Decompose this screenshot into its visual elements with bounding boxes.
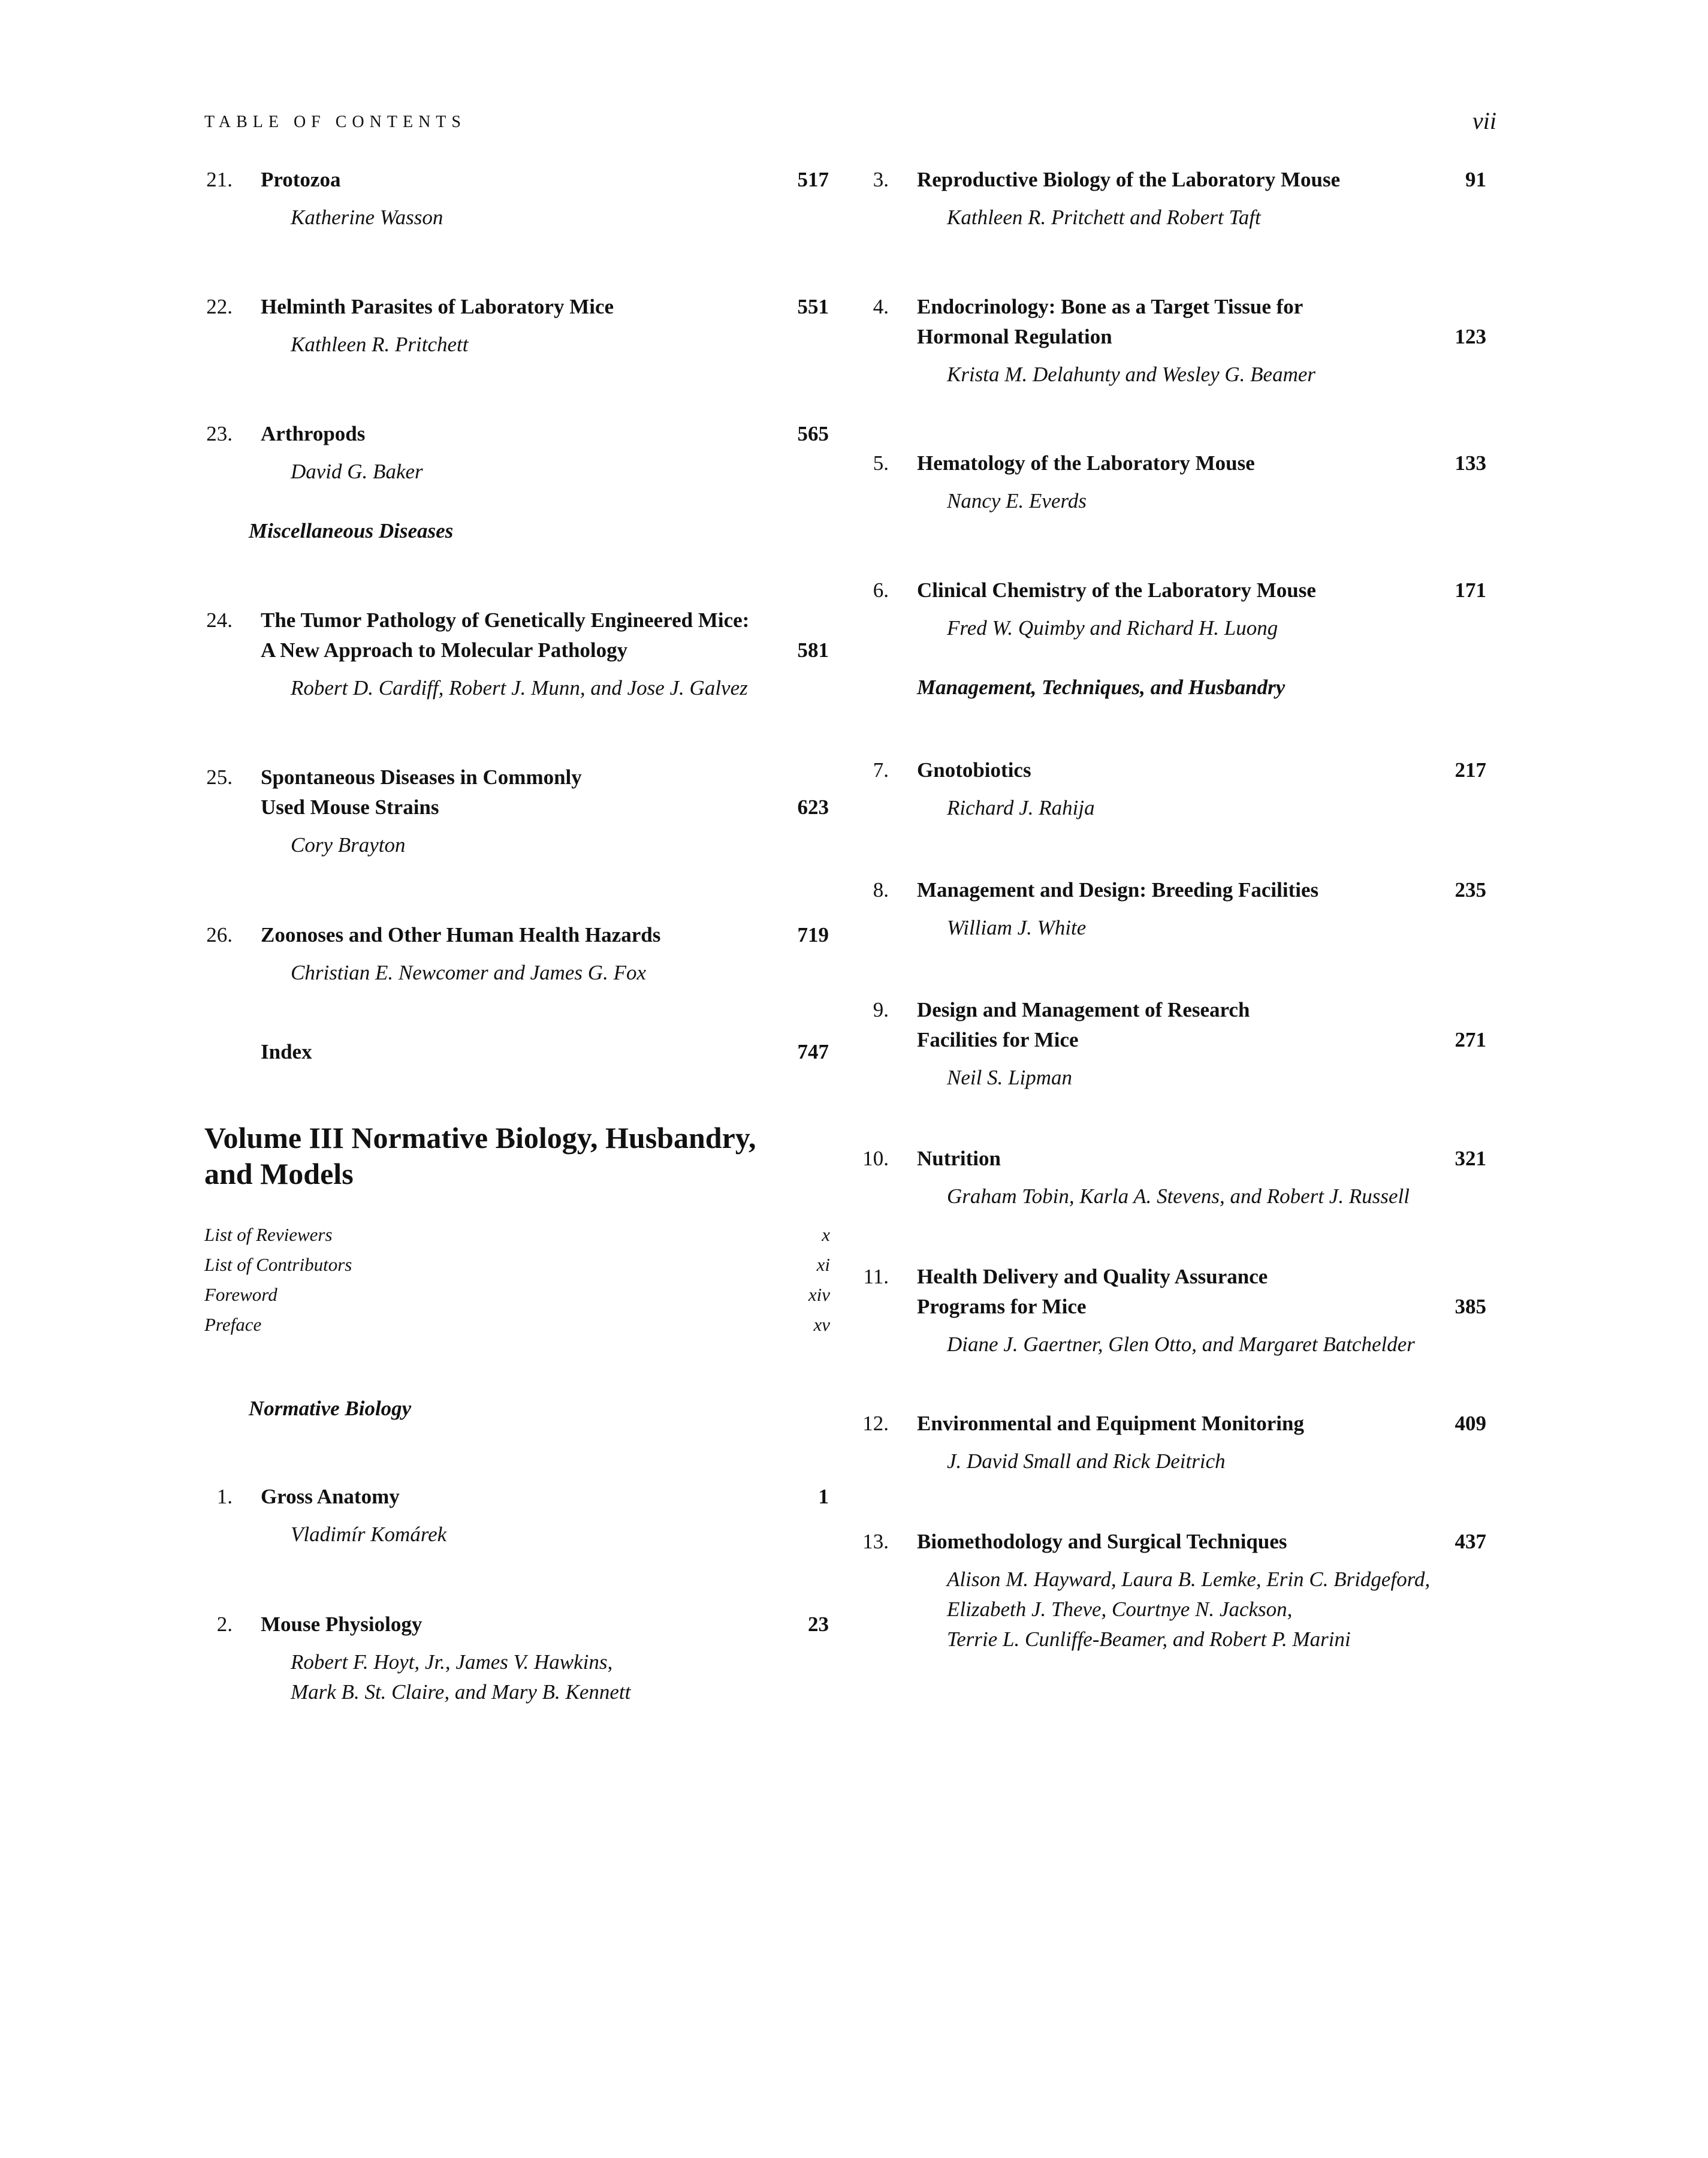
- entry-authors: J. David Small and Rick Deitrich: [947, 1449, 1226, 1473]
- entry-authors: Fred W. Quimby and Richard H. Luong: [947, 616, 1278, 640]
- entry-page: 385: [1454, 1295, 1486, 1318]
- section-heading-normative: Normative Biology: [249, 1397, 412, 1420]
- section-heading-misc: Miscellaneous Diseases: [249, 519, 454, 542]
- entry-number: 4.: [873, 295, 889, 318]
- entry-title[interactable]: Endocrinology: Bone as a Target Tissue for: [917, 295, 1303, 318]
- entry-title[interactable]: Clinical Chemistry of the Laboratory Mouse: [917, 578, 1316, 602]
- entry-page: 747: [797, 1040, 829, 1063]
- entry-title[interactable]: Environmental and Equipment Monitoring: [917, 1412, 1304, 1435]
- entry-authors: Nancy E. Everds: [947, 489, 1087, 513]
- entry-title[interactable]: Health Delivery and Quality Assurance: [917, 1265, 1268, 1288]
- entry-authors: Diane J. Gaertner, Glen Otto, and Margaret Batchelder: [947, 1333, 1415, 1356]
- entry-number: 1.: [216, 1485, 233, 1508]
- front-matter-page: xiv: [808, 1284, 830, 1305]
- entry-page: 719: [797, 923, 829, 947]
- entry-authors: Cory Brayton: [291, 833, 406, 857]
- entry-title[interactable]: Helminth Parasites of Laboratory Mice: [261, 295, 614, 318]
- entry-authors: William J. White: [947, 916, 1087, 939]
- entry-title[interactable]: Design and Management of Research: [917, 998, 1250, 1021]
- volume-title-line-2: and Models: [204, 1157, 354, 1190]
- entry-page: 217: [1454, 758, 1486, 782]
- entry-authors: Robert F. Hoyt, Jr., James V. Hawkins,: [291, 1650, 613, 1674]
- entry-number: 24.: [206, 608, 233, 632]
- entry-title-line-2[interactable]: Hormonal Regulation: [917, 325, 1112, 348]
- entry-page: 123: [1454, 325, 1486, 348]
- entry-title[interactable]: Management and Design: Breeding Facilities: [917, 878, 1319, 902]
- entry-title[interactable]: Index: [261, 1040, 312, 1063]
- entry-title[interactable]: Reproductive Biology of the Laboratory Mouse: [917, 168, 1341, 191]
- entry-authors: Graham Tobin, Karla A. Stevens, and Robert J. Russell: [947, 1185, 1410, 1208]
- entry-authors: Kathleen R. Pritchett and Robert Taft: [947, 206, 1261, 229]
- entry-number: 26.: [206, 923, 233, 947]
- entry-page: 623: [797, 795, 829, 819]
- front-matter-item[interactable]: List of Reviewers: [204, 1224, 333, 1245]
- entry-number: 5.: [873, 451, 889, 475]
- entry-title[interactable]: Biomethodology and Surgical Techniques: [917, 1530, 1287, 1553]
- entry-authors: David G. Baker: [291, 460, 423, 483]
- volume-title-line-1: Volume III Normative Biology, Husbandry,: [204, 1121, 756, 1155]
- entry-authors: Krista M. Delahunty and Wesley G. Beamer: [947, 363, 1315, 386]
- entry-title-line-2[interactable]: Programs for Mice: [917, 1295, 1087, 1318]
- entry-number: 8.: [873, 878, 889, 902]
- entry-authors: Kathleen R. Pritchett: [291, 333, 469, 356]
- entry-number: 23.: [206, 422, 233, 445]
- entry-authors: Vladimír Komárek: [291, 1523, 447, 1546]
- front-matter-page: xi: [816, 1254, 830, 1275]
- entry-page: 91: [1465, 168, 1486, 191]
- entry-page: 235: [1454, 878, 1486, 902]
- entry-number: 11.: [863, 1265, 889, 1288]
- entry-authors-line-2: Elizabeth J. Theve, Courtnye N. Jackson,: [947, 1598, 1293, 1621]
- front-matter-item[interactable]: Foreword: [204, 1284, 277, 1305]
- entry-title[interactable]: Spontaneous Diseases in Commonly: [261, 765, 582, 789]
- entry-number: 13.: [862, 1530, 889, 1553]
- entry-number: 7.: [873, 758, 889, 782]
- entry-authors: Katherine Wasson: [291, 206, 443, 229]
- entry-page: 1: [818, 1485, 829, 1508]
- entry-title[interactable]: Hematology of the Laboratory Mouse: [917, 451, 1255, 475]
- entry-number: 2.: [216, 1613, 233, 1636]
- entry-title[interactable]: Mouse Physiology: [261, 1613, 423, 1636]
- entry-title[interactable]: Zoonoses and Other Human Health Hazards: [261, 923, 661, 947]
- entry-title-line-2[interactable]: A New Approach to Molecular Pathology: [261, 638, 628, 662]
- entry-authors: Alison M. Hayward, Laura B. Lemke, Erin C. Bridgeford,: [947, 1568, 1431, 1591]
- entry-number: 10.: [862, 1147, 889, 1170]
- entry-title[interactable]: Arthropods: [261, 422, 366, 445]
- entry-title[interactable]: Gross Anatomy: [261, 1485, 400, 1508]
- entry-number: 6.: [873, 578, 889, 602]
- entry-number: 3.: [873, 168, 889, 191]
- entry-authors: Robert D. Cardiff, Robert J. Munn, and Jose J. Galvez: [291, 676, 748, 700]
- entry-title[interactable]: Nutrition: [917, 1147, 1001, 1170]
- entry-page: 321: [1454, 1147, 1486, 1170]
- entry-number: 9.: [873, 998, 889, 1021]
- entry-page: 437: [1454, 1530, 1486, 1553]
- entry-page: 133: [1454, 451, 1486, 475]
- entry-page: 551: [797, 295, 829, 318]
- entry-page: 565: [797, 422, 829, 445]
- entry-page: 171: [1454, 578, 1486, 602]
- entry-authors-line-3: Terrie L. Cunliffe-Beamer, and Robert P. Marini: [947, 1627, 1351, 1651]
- page-number: vii: [1472, 107, 1496, 134]
- entry-page: 581: [797, 638, 829, 662]
- section-heading-management: Management, Techniques, and Husbandry: [917, 676, 1285, 699]
- entry-title[interactable]: Gnotobiotics: [917, 758, 1031, 782]
- front-matter-page: x: [822, 1224, 830, 1245]
- entry-page: 23: [808, 1613, 829, 1636]
- entry-number: 25.: [206, 765, 233, 789]
- entry-title[interactable]: Protozoa: [261, 168, 341, 191]
- entry-number: 22.: [206, 295, 233, 318]
- front-matter-item[interactable]: Preface: [204, 1314, 262, 1335]
- entry-page: 409: [1454, 1412, 1486, 1435]
- entry-title-line-2[interactable]: Used Mouse Strains: [261, 795, 439, 819]
- entry-authors: Richard J. Rahija: [947, 796, 1095, 819]
- entry-number: 21.: [206, 168, 233, 191]
- volume-title: [204, 1120, 756, 1192]
- front-matter-item[interactable]: List of Contributors: [204, 1254, 352, 1275]
- entry-authors: Christian E. Newcomer and James G. Fox: [291, 961, 646, 984]
- entry-number: 12.: [862, 1412, 889, 1435]
- running-head: TABLE OF CONTENTS: [204, 113, 466, 131]
- entry-title-line-2[interactable]: Facilities for Mice: [917, 1028, 1079, 1051]
- entry-page: 271: [1454, 1028, 1486, 1051]
- entry-title[interactable]: The Tumor Pathology of Genetically Engineered Mice:: [261, 608, 750, 632]
- entry-authors: Neil S. Lipman: [947, 1066, 1073, 1089]
- entry-authors-line-2: Mark B. St. Claire, and Mary B. Kennett: [291, 1680, 631, 1704]
- entry-page: 517: [797, 168, 829, 191]
- front-matter-page: xv: [813, 1314, 830, 1335]
